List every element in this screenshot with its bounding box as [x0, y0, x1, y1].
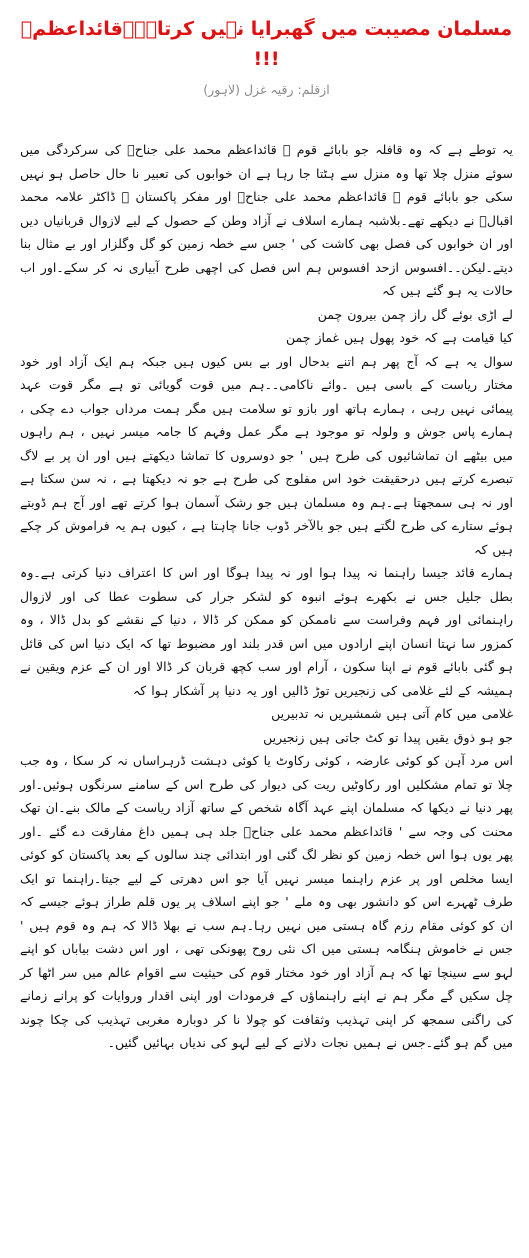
poetry-line: غلامی میں کام آتی ہیں شمشیریں نہ تدبیریں: [271, 706, 513, 721]
article-body: [20, 138, 513, 1055]
paragraph-leader: ہمارے قائد جیسا راہنما نہ پیدا ہوا اور نہ پیدا ہوگا اور اس کا اعتراف دنیا کرتی ہے۔وہ بطل جلیل جس نے بکھرے ہوئے انبوہ کو لشکر جرار کی سطوت عطا کی اور لازوال راہنمائی اور فہم وفراست سے ناممکن کو ممکن کر ڈالا ، دنیا کے نقشے کو بدل ڈالا ، وہ کمزور سا نہتا انسان اپنے ارادوں میں اس قدر بلند اور مضبوط تھا کہ ایک دنیا اس کی قائل ہو گئی بابائے قوم نے اپنا سکون ، آرام اور سب کچھ قربان کر ڈالا اور ان کے عزم ویقین نے ہمیشہ کے لئے غلامی کی زنجیریں توڑ ڈالیں اور یہ دنیا پر آشکار ہوا کہ: [20, 565, 513, 698]
poetry-line: کیا قیامت ہے کہ خود پھول ہیں غماز چمن: [286, 330, 513, 345]
author-byline: ازقلم: رقیہ غزل (لاہور): [203, 82, 330, 97]
article-title: مسلمان مصیبت میں گھبرایا نہیں کرتا۔۔۔قائداعظمؒ !!!: [20, 18, 513, 70]
paragraph-conclusion: اس مرد آہن کو کوئی عارضہ ، کوئی رکاوٹ یا کوئی دہشت ڈرہراساں نہ کر سکا ، وہ جب چلا تو تمام مشکلیں اور رکاوٹیں ریت کی دیوار کی طرح اس کے سامنے سرنگوں ہوئیں۔اور پھر دنیا نے دیکھا کہ مسلمان اپنے عہد آگاہ شخص کے ساتھ آزاد ریاست کے مالک بنے۔ان تھک محنت کی وجہ سے ' قائداعظم محمد علی جناحؒ جلد ہی ہمیں داغ مفارقت دے گئے ۔اور پھر یوں ہوا اس خطہ زمین کو نظر لگ گئی اور ابتدائی چند سالوں کے بعد پاکستان کو کوئی ایسا مخلص اور پر عزم راہنما میسر نہیں آیا جو اس دھرتی کے لیے جیتا۔راہنما تو ایک طرف ٹھہرے اس کو دانشور بھی وہ ملے ' جو اپنے اسلاف پر یوں قلم طراز ہوئے جیسے کہ ان کو کوئی مقام رزم گاہ ہستی میں نہیں رہا۔ہم سب نے بھلا ڈالا کہ ہم وہ قوم ہیں ' جس نے خاموش ہنگامہ ہستی میں اک نئی روح پھونکی تھی ، اور اس دشت بیاباں کو اپنے لہو سے سینچا تھا کہ ہم آزاد اور خود مختار قوم کی حیثیت سے اقوام عالم میں سر اٹھا کر چل سکیں گے مگر ہم نے اپنے راہنماؤں کے فرمودات اور اپنی اقدار وروایات کو پرانے زمانے کی راگنی سمجھ کر اپنی تہذیب وثقافت کو چولا نا کر دوبارہ مغربی تہذیب کی چکا چوند میں گم ہو گئے۔جس نے ہمیں نجات دلانے کے لیے لہو کی ندیاں بہائیں گئیں۔: [20, 753, 513, 1050]
poetry-line: جو ہو ذوق یقیں پیدا تو کٹ جاتی ہیں زنجیریں: [263, 729, 513, 745]
paragraph-intro: یہ توطے ہے کہ وہ قافلہ جو بابائے قوم ؒ قائداعظم محمد علی جناحؒ کی سرکردگی میں سوئے منزل چلا تھا وہ منزل سے ہٹتا جا رہا ہے ان خوابوں کی تعبیر نا حال حاصل ہو نہیں سکی جو بابائے قوم ؒ قائداعظم محمد علی جناحؒ اور مفکر پاکستان ؒ ڈاکٹر علامہ محمد اقبالؒ نے دیکھے تھے۔بلاشبہ ہمارے اسلاف نے آزاد وطن کے حصول کے لیے لازوال قربانیاں دیں اور ان خوابوں کی فصل بھی کاشت کی ' جس سے خطہ زمین کو گل وگلزار اور بے مثال بنا دیتے۔لیکن۔۔افسوس ازحد افسوس ہم اس فصل کی اچھی طرح آبیاری نہ کر سکے۔اور اب حالات یہ ہو گئے ہیں کہ: [20, 142, 513, 298]
poetry-line: لے اڑی بوئے گل راز چمن بیرون چمن: [317, 306, 513, 322]
paragraph-question: سوال یہ ہے کہ آج پھر ہم اتنے بدحال اور بے بس کیوں ہیں جبکہ ہم ایک آزاد اور خود مختار ریاست کے باسی ہیں ۔وائے ناکامی۔۔ہم میں قوت گویائی تو ہے مگر قوت عہد پیمائی نہیں رہی ، ہمارے ہاتھ اور بازو تو سلامت ہیں مگر ہمت مرداں جواب دے چکی ، ہمارے پاس جوش و ولولہ تو موجود ہے مگر عمل وفہم کا جامہ میسر نہیں ، ہم راہوں میں بیٹھے ان تماشائیوں کی طرح ہیں ' جو دوسروں کا تماشا دیکھتے ہیں اور ان پر بے لاگ تبصرے کرتے ہیں درحقیقت خود اس مفلوج کی طرح ہے جو نہ دیکھتا ہے ، نہ سن سکتا ہے اور نہ ہی سمجھتا ہے۔ہم وہ مسلمان ہیں جو رشک آسمان ہوا کرتے تھے اور آج ہم ڈوبتے ہوئے ستارے کی طرح لگتے ہیں جو بالآخر ڈوب جانا چاہتا ہے ، کیوں ہم یہ فراموش کر چکے ہیں کہ: [20, 353, 513, 557]
